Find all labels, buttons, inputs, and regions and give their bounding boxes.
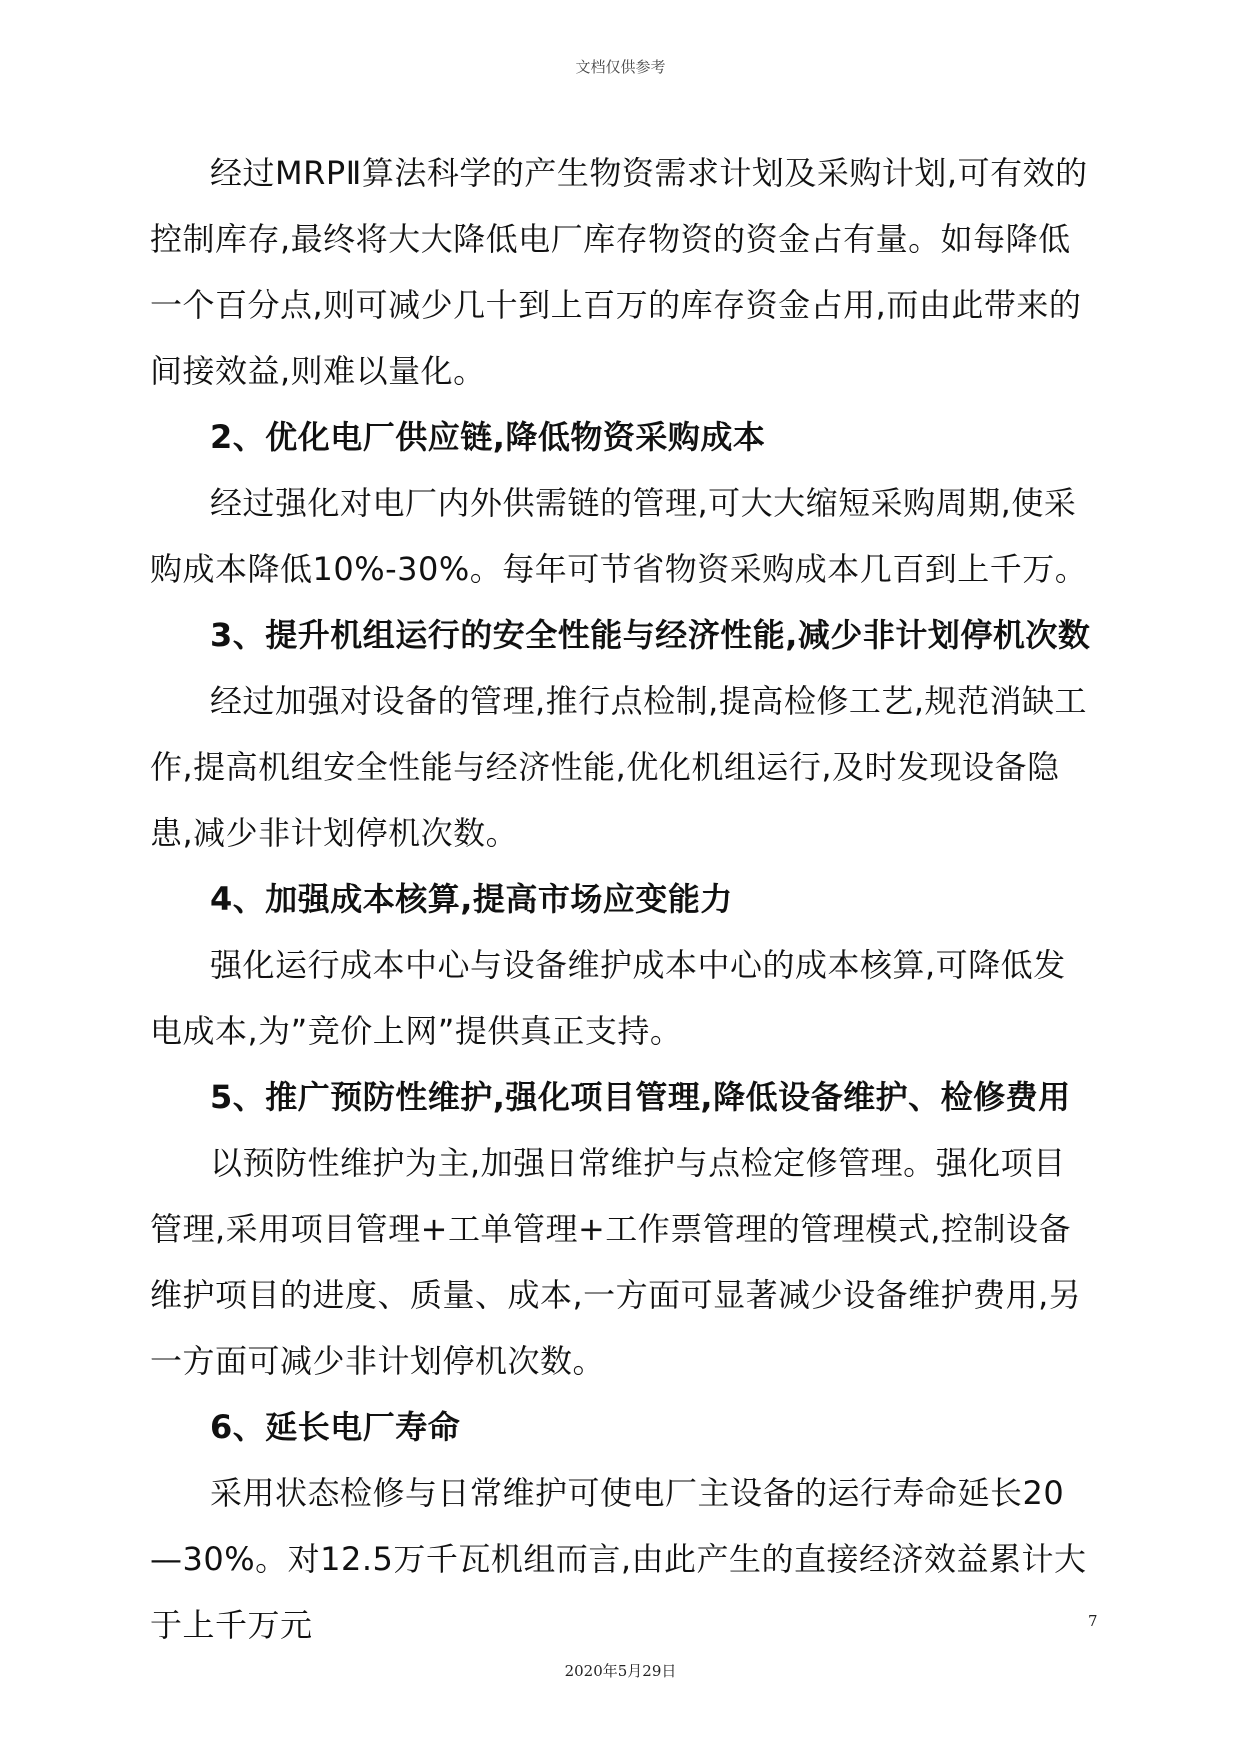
- paragraph-inventory-control: 经过MRPⅡ算法科学的产生物资需求计划及采购计划,可有效的控制库存,最终将大大降低电厂库存物资的资金占有量。如每降低一个百分点,则可减少几十到上百万的库存资金占用,而由此带来的间接效益,则难以量化。: [150, 154, 1088, 390]
- section-heading-unit-safety: 3、提升机组运行的安全性能与经济性能,减少非计划停机次数: [210, 616, 1091, 654]
- paragraph-preventive-maintenance: 以预防性维护为主,加强日常维护与点检定修管理。强化项目管理,采用项目管理+工单管理+工作票管理的管理模式,控制设备维护项目的进度、质量、成本,一方面可显著减少设备维护费用,另一方面可减少非计划停机次数。: [150, 1144, 1082, 1380]
- paragraph-plant-life: 采用状态检修与日常维护可使电厂主设备的运行寿命延长20—30%。对12.5万千瓦机组而言,由此产生的直接经济效益累计大于上千万元: [150, 1474, 1087, 1644]
- section-heading-supply-chain: 2、优化电厂供应链,降低物资采购成本: [210, 418, 766, 456]
- document-body: [150, 140, 1095, 1658]
- page-footer-date: 2020年5月29日: [564, 1662, 677, 1680]
- paragraph-unit-safety: 经过加强对设备的管理,推行点检制,提高检修工艺,规范消缺工作,提高机组安全性能与经济性能,优化机组运行,及时发现设备隐患,减少非计划停机次数。: [150, 682, 1088, 852]
- paragraph-supply-chain: 经过强化对电厂内外供需链的管理,可大大缩短采购周期,使采购成本降低10%-30%。每年可节省物资采购成本几百到上千万。: [150, 484, 1088, 588]
- section-heading-cost-accounting: 4、加强成本核算,提高市场应变能力: [210, 880, 733, 918]
- page-number: 7: [1088, 1612, 1098, 1630]
- paragraph-cost-accounting: 强化运行成本中心与设备维护成本中心的成本核算,可降低发电成本,为”竞价上网”提供真正支持。: [150, 946, 1066, 1050]
- section-heading-plant-life: 6、延长电厂寿命: [210, 1408, 461, 1446]
- section-heading-preventive-maintenance: 5、推广预防性维护,强化项目管理,降低设备维护、检修费用: [210, 1078, 1071, 1116]
- page-header: 文档仅供参考: [575, 58, 666, 76]
